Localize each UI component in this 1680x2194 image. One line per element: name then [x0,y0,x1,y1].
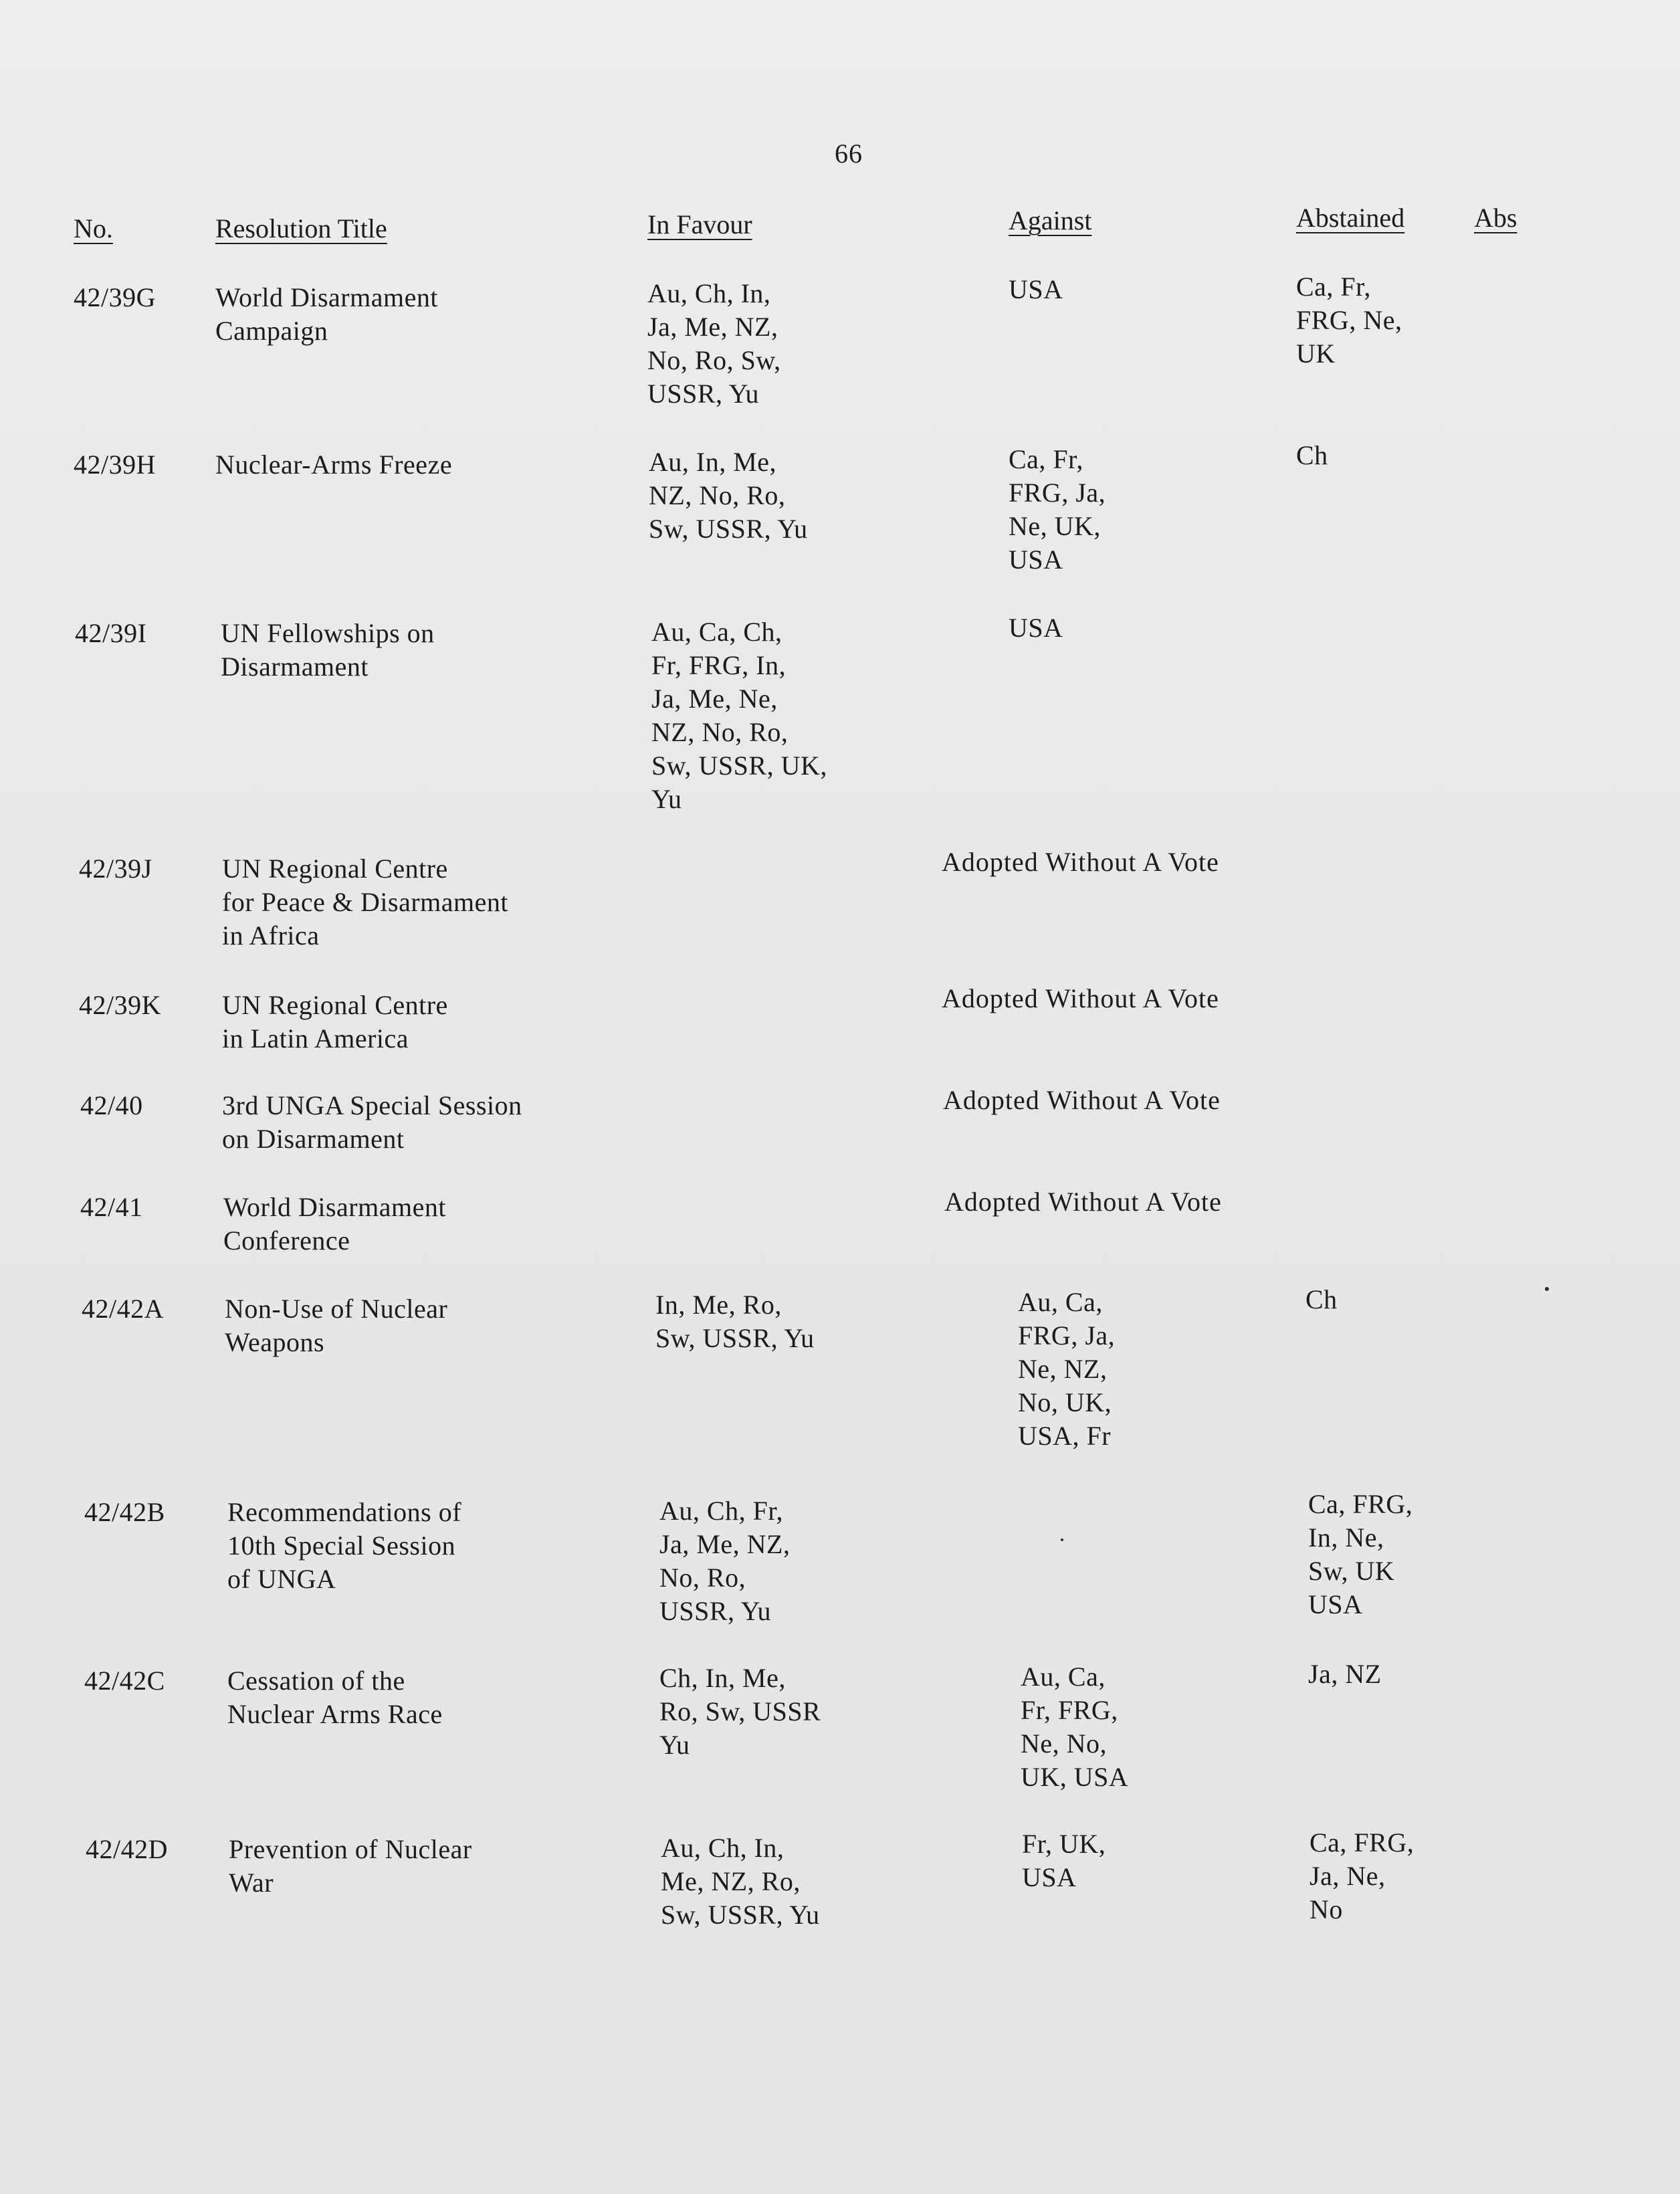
row-abstained: Ch [1296,440,1328,470]
row-number: 42/42D [86,1834,168,1864]
row-in-favour: In, Me, Ro, Sw, USSR, Yu [655,1290,815,1353]
row-title: UN Regional Centre for Peace & Disarmament in Africa [222,854,509,951]
row-adopted-without-vote: Adopted Without A Vote [943,1085,1221,1115]
header-abstained: Abstained [1296,203,1405,233]
row-abstained: Ca, FRG, In, Ne, Sw, UK USA [1308,1489,1413,1619]
row-in-favour: Au, Ca, Ch, Fr, FRG, In, Ja, Me, Ne, NZ, No, Ro, Sw, USSR, UK, Yu [651,617,827,814]
row-abstained: Ja, NZ [1308,1659,1382,1689]
row-number: 42/40 [80,1090,143,1120]
row-in-favour: Au, Ch, In, Ja, Me, NZ, No, Ro, Sw, USSR, Yu [647,278,781,409]
print-speck [1545,1287,1549,1291]
row-number: 42/42C [84,1666,165,1696]
row-against: USA [1009,613,1063,643]
row-number: 42/39I [75,618,147,648]
row-title: UN Regional Centre in Latin America [222,990,448,1054]
row-abstained: Ch [1305,1284,1338,1314]
row-in-favour: Au, Ch, Fr, Ja, Me, NZ, No, Ro, USSR, Yu [659,1496,791,1626]
print-speck [1061,1538,1063,1541]
row-number: 42/39J [79,854,152,884]
header-no: No. [74,213,113,243]
row-against: Fr, UK, USA [1022,1829,1106,1892]
row-number: 42/41 [80,1192,143,1222]
row-abstained: Ca, Fr, FRG, Ne, UK [1296,272,1402,369]
row-title: UN Fellowships on Disarmament [221,618,435,682]
row-number: 42/39H [74,450,156,480]
row-number: 42/42B [84,1497,165,1527]
header-abs: Abs [1474,203,1517,233]
row-abstained: Ca, FRG, Ja, Ne, No [1309,1827,1414,1924]
row-title: Cessation of the Nuclear Arms Race [227,1666,443,1729]
row-title: World Disarmament Campaign [215,282,438,346]
row-number: 42/39K [79,990,161,1020]
row-title: Recommendations of 10th Special Session of UNGA [227,1497,462,1594]
row-title: World Disarmament Conference [223,1192,446,1256]
header-in-favour: In Favour [647,209,752,239]
row-against: Au, Ca, FRG, Ja, Ne, NZ, No, UK, USA, Fr [1018,1287,1116,1451]
row-against: Au, Ca, Fr, FRG, Ne, No, UK, USA [1021,1662,1129,1792]
row-in-favour: Au, In, Me, NZ, No, Ro, Sw, USSR, Yu [649,447,808,544]
header-resolution-title: Resolution Title [215,213,387,243]
row-title: 3rd UNGA Special Session on Disarmament [222,1090,522,1154]
page-number: 66 [835,138,863,169]
row-number: 42/39G [74,282,156,312]
row-in-favour: Ch, In, Me, Ro, Sw, USSR Yu [659,1663,821,1760]
row-title: Nuclear-Arms Freeze [215,450,453,480]
row-adopted-without-vote: Adopted Without A Vote [944,1187,1222,1217]
row-title: Non-Use of Nuclear Weapons [225,1294,448,1357]
row-title: Prevention of Nuclear War [229,1834,472,1898]
row-adopted-without-vote: Adopted Without A Vote [942,847,1219,877]
row-adopted-without-vote: Adopted Without A Vote [942,983,1219,1013]
row-against: Ca, Fr, FRG, Ja, Ne, UK, USA [1009,444,1106,575]
row-against: USA [1009,274,1063,304]
header-against: Against [1009,205,1092,235]
row-number: 42/42A [82,1294,164,1324]
row-in-favour: Au, Ch, In, Me, NZ, Ro, Sw, USSR, Yu [661,1833,820,1930]
